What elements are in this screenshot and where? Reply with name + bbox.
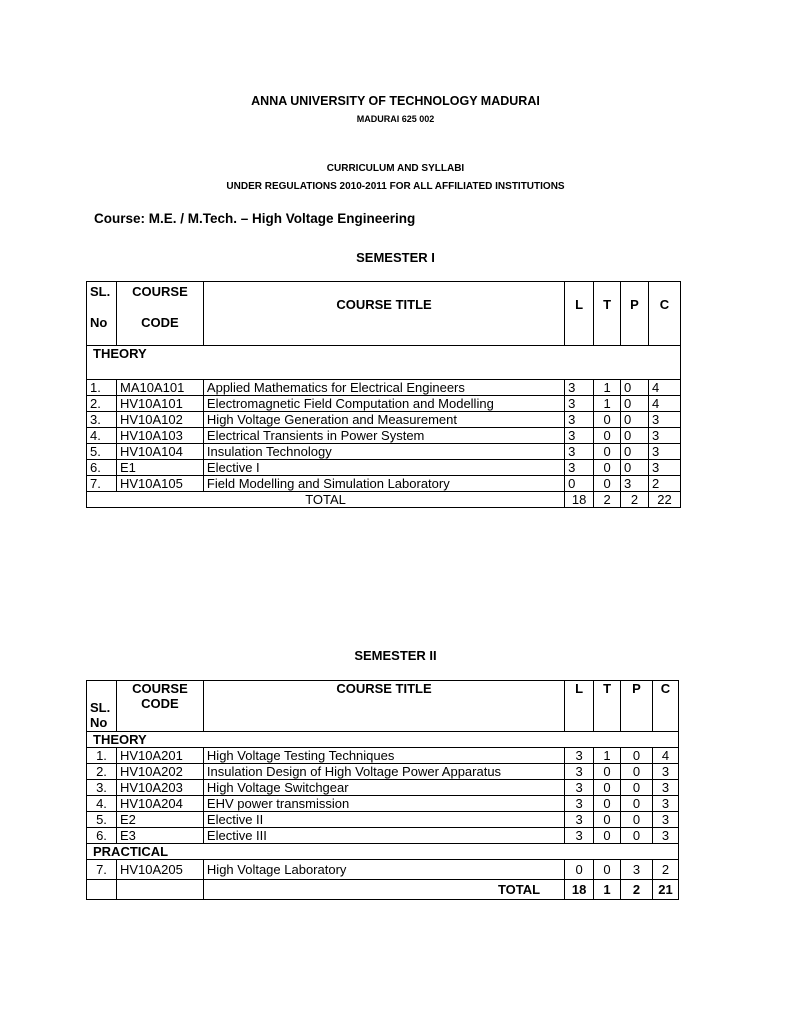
cell-code: HV10A103 (116, 428, 203, 444)
cell-t: 0 (594, 796, 621, 812)
cell-code: HV10A203 (116, 780, 203, 796)
cell-l: 3 (565, 828, 594, 844)
cell-title: Electromagnetic Field Computation and Modelling (203, 396, 564, 412)
cell-l: 3 (565, 460, 594, 476)
cell-t: 1 (594, 396, 621, 412)
cell-l: 3 (565, 812, 594, 828)
cell-code: HV10A205 (116, 860, 203, 880)
cell-title: Applied Mathematics for Electrical Engineers (203, 380, 564, 396)
cell-code: HV10A102 (116, 412, 203, 428)
cell-c: 3 (652, 812, 678, 828)
cell-t: 0 (594, 860, 621, 880)
cell-p: 0 (621, 796, 653, 812)
cell-title: Insulation Design of High Voltage Power Apparatus (203, 764, 564, 780)
cell-c: 4 (652, 748, 678, 764)
cell-sl: 5. (87, 444, 117, 460)
cell-sl: 6. (87, 460, 117, 476)
cell-sl: 5. (87, 812, 117, 828)
cell-title: High Voltage Testing Techniques (203, 748, 564, 764)
cell-title: Insulation Technology (203, 444, 564, 460)
cell-sl: 7. (87, 860, 117, 880)
cell-code: MA10A101 (116, 380, 203, 396)
total-c: 21 (652, 880, 678, 900)
cell-p: 0 (621, 412, 649, 428)
header-p: P (621, 681, 653, 732)
cell-c: 2 (652, 860, 678, 880)
cell-sl: 1. (87, 748, 117, 764)
document-title: CURRICULUM AND SYLLABI (326, 163, 465, 174)
university-name: ANNA UNIVERSITY OF TECHNOLOGY MADURAI (251, 94, 540, 108)
table-header-row (87, 282, 681, 346)
cell-t: 0 (594, 476, 621, 492)
table-row (87, 428, 681, 444)
cell-p: 3 (621, 860, 653, 880)
total-t: 1 (594, 880, 621, 900)
section-theory: THEORY (87, 346, 681, 380)
table-row (87, 380, 681, 396)
cell-l: 3 (565, 380, 594, 396)
header-t: T (594, 681, 621, 732)
cell-p: 0 (621, 828, 653, 844)
cell-t: 0 (594, 460, 621, 476)
semester-1-heading: SEMESTER I (356, 250, 435, 265)
header-sl-no: SL. No (87, 282, 117, 346)
cell-p: 0 (621, 380, 649, 396)
section-practical: PRACTICAL (87, 844, 679, 860)
total-label: TOTAL (203, 880, 564, 900)
table-row (87, 412, 681, 428)
cell-p: 0 (621, 748, 653, 764)
table-header-row (87, 681, 679, 732)
cell-t: 1 (594, 380, 621, 396)
cell-t: 0 (594, 812, 621, 828)
cell-title: Elective I (203, 460, 564, 476)
cell-c: 4 (648, 396, 680, 412)
header-l: L (565, 681, 594, 732)
total-empty-code (116, 880, 203, 900)
table-row (87, 780, 679, 796)
cell-sl: 2. (87, 764, 117, 780)
cell-sl: 4. (87, 428, 117, 444)
cell-code: HV10A101 (116, 396, 203, 412)
cell-c: 3 (648, 444, 680, 460)
cell-sl: 2. (87, 396, 117, 412)
cell-c: 3 (648, 428, 680, 444)
table-row (87, 396, 681, 412)
total-row (87, 880, 679, 900)
cell-l: 3 (565, 412, 594, 428)
cell-sl: 3. (87, 412, 117, 428)
cell-title: Electrical Transients in Power System (203, 428, 564, 444)
cell-c: 2 (648, 476, 680, 492)
cell-l: 3 (565, 780, 594, 796)
total-l: 18 (565, 492, 594, 508)
table-row (87, 860, 679, 880)
cell-l: 3 (565, 748, 594, 764)
cell-c: 3 (648, 412, 680, 428)
cell-title: High Voltage Generation and Measurement (203, 412, 564, 428)
cell-t: 0 (594, 828, 621, 844)
table-row (87, 476, 681, 492)
cell-p: 0 (621, 396, 649, 412)
cell-sl: 1. (87, 380, 117, 396)
cell-sl: 3. (87, 780, 117, 796)
regulations-line: UNDER REGULATIONS 2010-2011 FOR ALL AFFILIATED INSTITUTIONS (226, 181, 565, 192)
total-l: 18 (565, 880, 594, 900)
cell-c: 3 (652, 780, 678, 796)
header-course-code: COURSE CODE (116, 681, 203, 732)
table-row (87, 460, 681, 476)
cell-c: 3 (652, 828, 678, 844)
course-title: Course: M.E. / M.Tech. – High Voltage Engineering (94, 211, 416, 226)
section-row (87, 844, 679, 860)
cell-code: HV10A105 (116, 476, 203, 492)
cell-code: HV10A202 (116, 764, 203, 780)
header-c: C (648, 282, 680, 346)
cell-c: 3 (652, 796, 678, 812)
table-row (87, 812, 679, 828)
cell-code: HV10A201 (116, 748, 203, 764)
total-p: 2 (621, 880, 653, 900)
cell-code: HV10A104 (116, 444, 203, 460)
cell-t: 0 (594, 780, 621, 796)
table-row (87, 748, 679, 764)
total-c: 22 (648, 492, 680, 508)
cell-c: 3 (652, 764, 678, 780)
cell-t: 0 (594, 428, 621, 444)
cell-code: E1 (116, 460, 203, 476)
cell-l: 0 (565, 860, 594, 880)
cell-l: 3 (565, 796, 594, 812)
total-p: 2 (621, 492, 649, 508)
cell-p: 0 (621, 812, 653, 828)
cell-l: 3 (565, 396, 594, 412)
cell-code: E3 (116, 828, 203, 844)
cell-sl: 7. (87, 476, 117, 492)
table-row (87, 828, 679, 844)
cell-l: 3 (565, 444, 594, 460)
cell-p: 0 (621, 460, 649, 476)
total-label: TOTAL (87, 492, 565, 508)
cell-title: Field Modelling and Simulation Laboratory (203, 476, 564, 492)
cell-code: E2 (116, 812, 203, 828)
table-row (87, 796, 679, 812)
cell-title: High Voltage Switchgear (203, 780, 564, 796)
header-c: C (652, 681, 678, 732)
cell-c: 4 (648, 380, 680, 396)
cell-title: Elective III (203, 828, 564, 844)
semester-2-heading: SEMESTER II (354, 648, 437, 663)
section-theory: THEORY (87, 732, 679, 748)
cell-c: 3 (648, 460, 680, 476)
header-sl-no: SL. No (87, 681, 117, 732)
header-course-code: COURSE CODE (116, 282, 203, 346)
header-l: L (565, 282, 594, 346)
cell-title: EHV power transmission (203, 796, 564, 812)
semester-1-table (86, 281, 681, 508)
semester-2-table (86, 680, 679, 900)
table-row (87, 764, 679, 780)
cell-p: 0 (621, 764, 653, 780)
cell-title: High Voltage Laboratory (203, 860, 564, 880)
cell-p: 0 (621, 444, 649, 460)
cell-t: 0 (594, 764, 621, 780)
section-row (87, 732, 679, 748)
cell-sl: 4. (87, 796, 117, 812)
cell-p: 0 (621, 428, 649, 444)
cell-l: 0 (565, 476, 594, 492)
section-row (87, 346, 681, 380)
table-row (87, 444, 681, 460)
total-row (87, 492, 681, 508)
header-t: T (594, 282, 621, 346)
cell-code: HV10A204 (116, 796, 203, 812)
cell-p: 3 (621, 476, 649, 492)
cell-t: 1 (594, 748, 621, 764)
cell-l: 3 (565, 428, 594, 444)
header-course-title: COURSE TITLE (203, 681, 564, 732)
cell-sl: 6. (87, 828, 117, 844)
cell-p: 0 (621, 780, 653, 796)
total-empty-sl (87, 880, 117, 900)
cell-t: 0 (594, 444, 621, 460)
header-course-title: COURSE TITLE (203, 282, 564, 346)
header-p: P (621, 282, 649, 346)
cell-title: Elective II (203, 812, 564, 828)
cell-l: 3 (565, 764, 594, 780)
university-address: MADURAI 625 002 (356, 114, 435, 124)
cell-t: 0 (594, 412, 621, 428)
total-t: 2 (594, 492, 621, 508)
